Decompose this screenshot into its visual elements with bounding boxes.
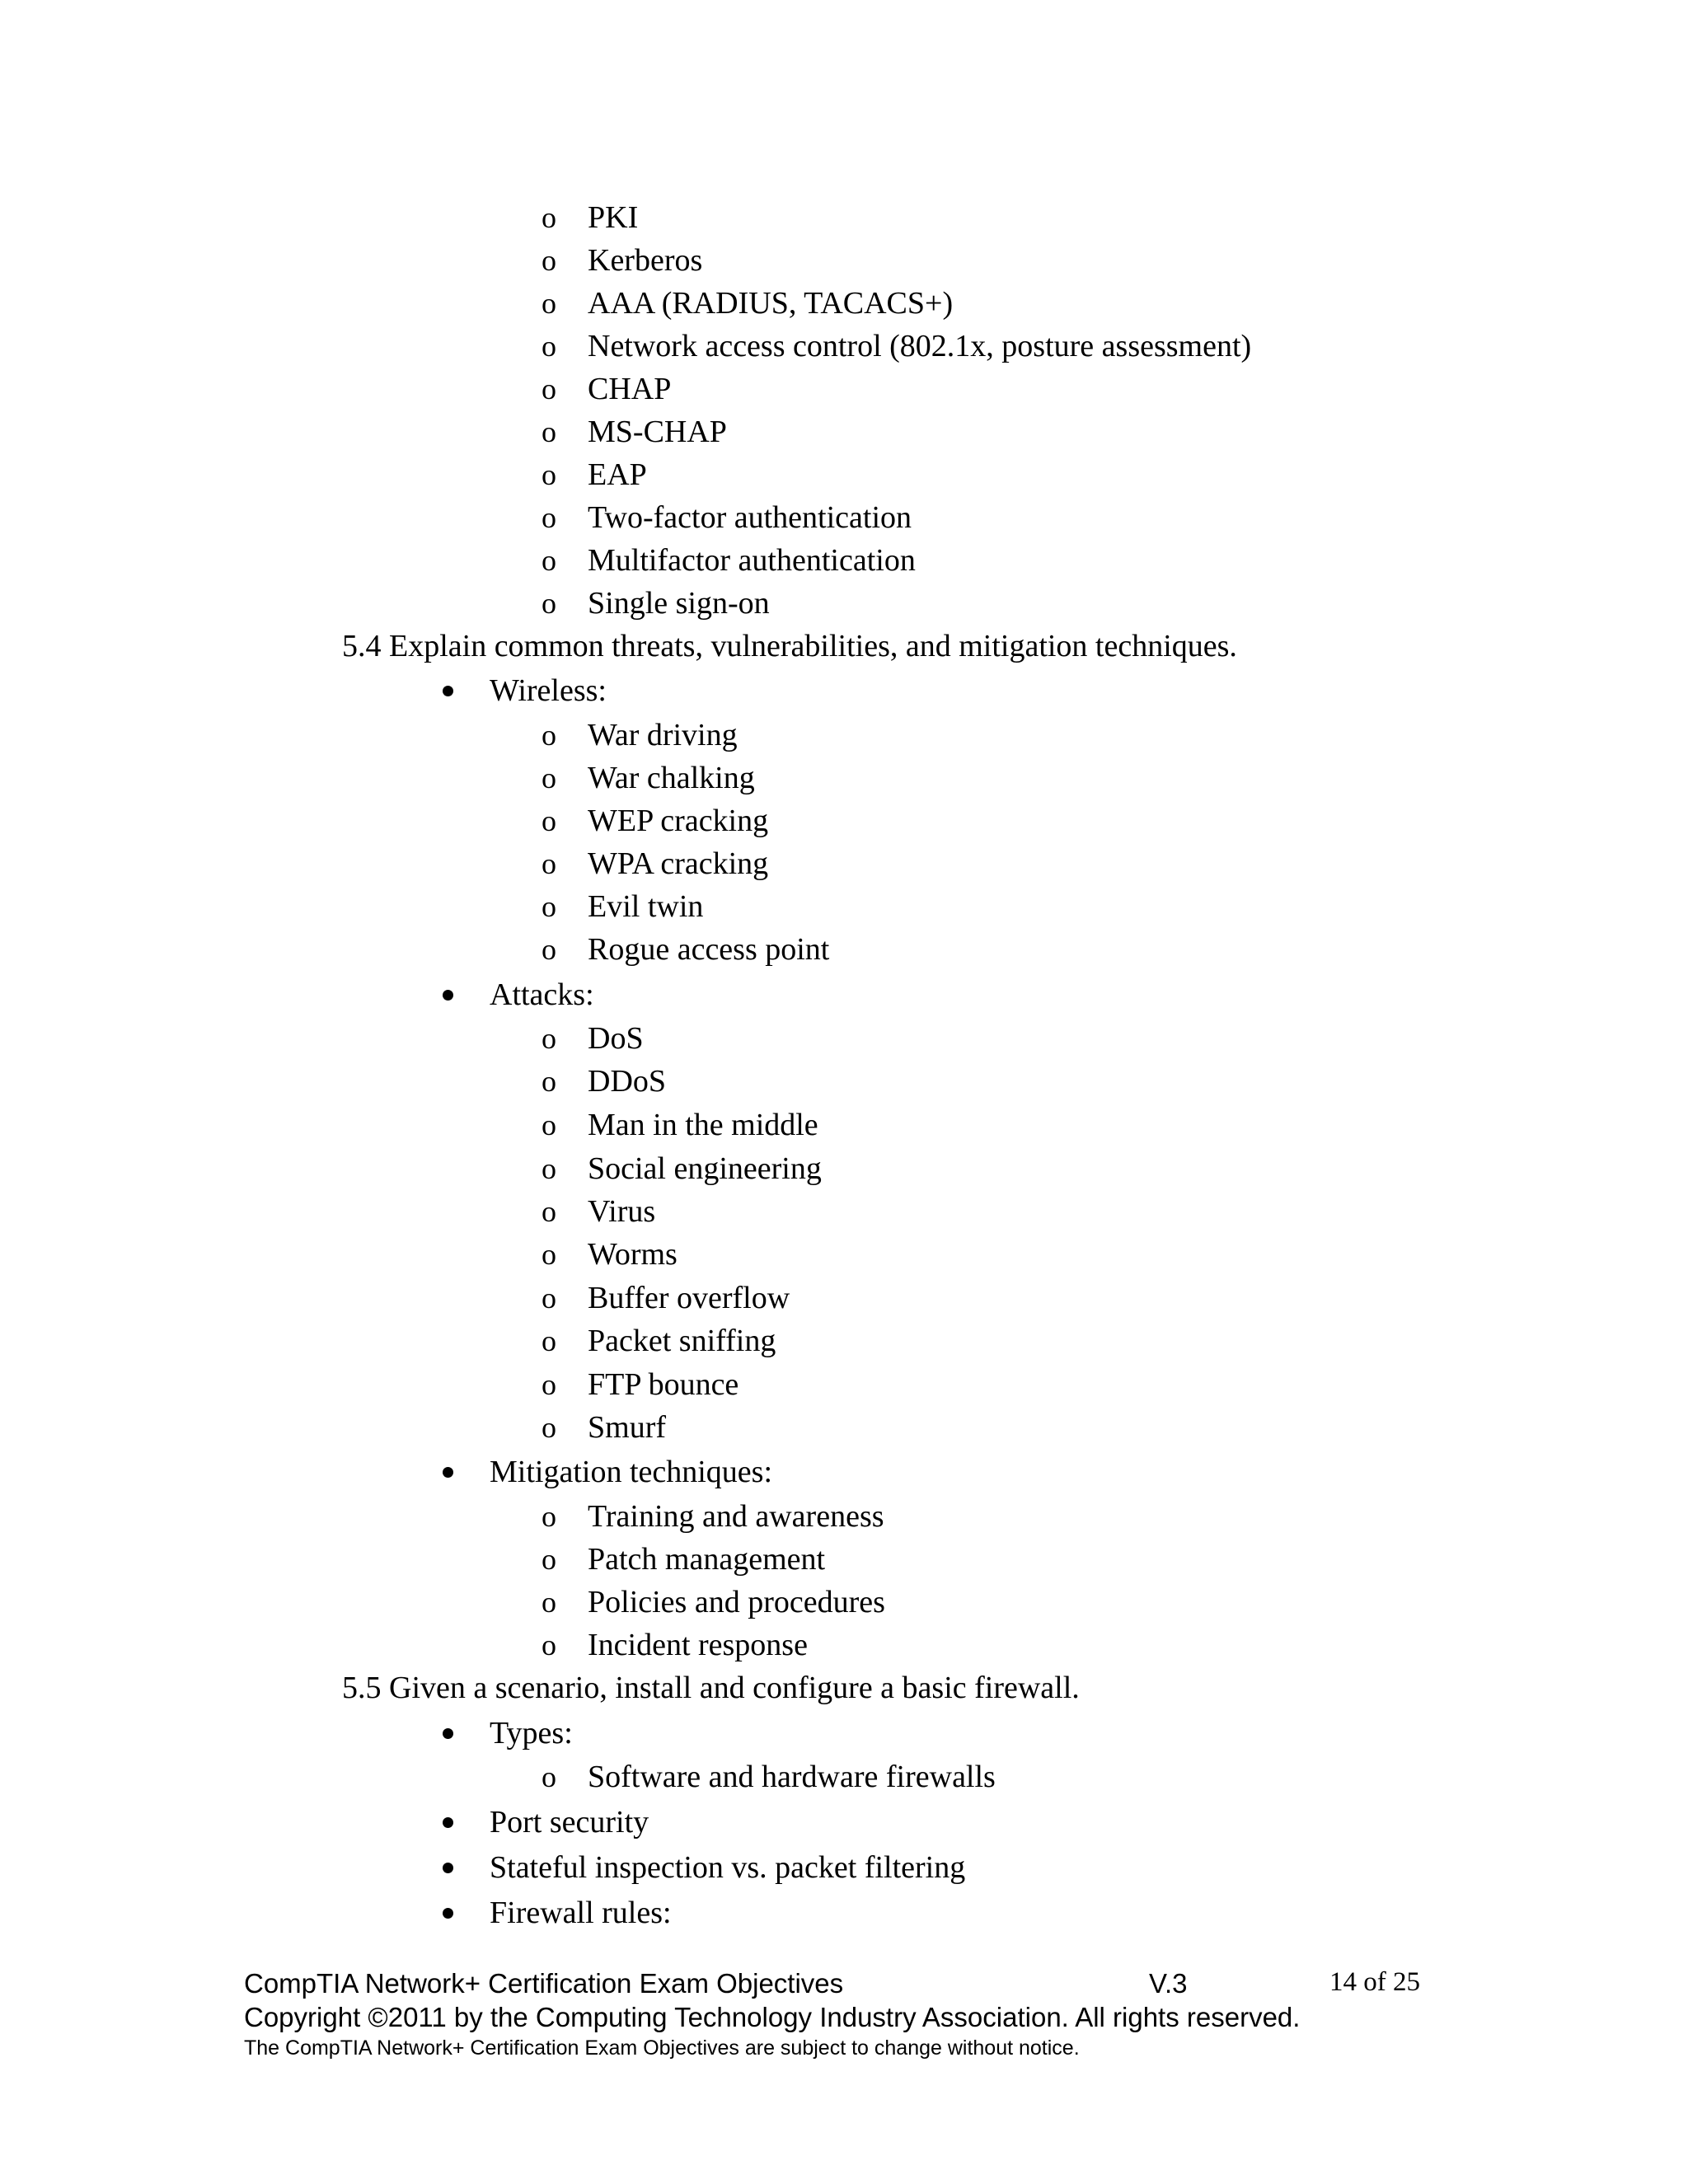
wireless-item: WPA cracking xyxy=(588,846,769,881)
sub-bullet-marker: o xyxy=(542,890,556,923)
footer-notice: The CompTIA Network+ Certification Exam Objectives are subject to change without notice. xyxy=(244,2036,1080,2060)
sub-bullet-marker: o xyxy=(542,287,556,320)
attack-item: FTP bounce xyxy=(588,1367,739,1402)
sub-bullet-marker: o xyxy=(542,1152,556,1185)
sub-bullet-marker: o xyxy=(542,1022,556,1055)
bullet-stateful: Stateful inspection vs. packet filtering xyxy=(490,1850,966,1885)
bullet-firewall-rules: Firewall rules: xyxy=(490,1896,672,1930)
attack-item: Virus xyxy=(588,1194,656,1229)
attack-item: DoS xyxy=(588,1021,644,1056)
bullet-types: Types: xyxy=(490,1716,573,1750)
attack-item: Smurf xyxy=(588,1410,666,1445)
footer-title: CompTIA Network+ Certification Exam Objectives xyxy=(244,1968,844,1999)
mitigation-item: Incident response xyxy=(588,1628,808,1662)
wireless-item: War chalking xyxy=(588,761,755,795)
sub-bullet-marker: o xyxy=(542,762,556,794)
sub-bullet-marker: o xyxy=(542,1500,556,1533)
sub-bullet-marker: o xyxy=(542,804,556,837)
sub-bullet-marker: o xyxy=(542,373,556,405)
sub-bullet-marker: o xyxy=(542,1324,556,1357)
sub-bullet-marker: o xyxy=(542,933,556,966)
sub-bullet-marker: o xyxy=(542,1195,556,1228)
sub-bullet-marker: o xyxy=(542,1108,556,1141)
auth-item-two-factor: Two-factor authentication xyxy=(588,500,912,535)
section-heading-5-5: 5.5 Given a scenario, install and configure a basic firewall. xyxy=(342,1671,1080,1705)
auth-item-sso: Single sign-on xyxy=(588,586,770,621)
auth-item-multifactor: Multifactor authentication xyxy=(588,543,916,578)
sub-bullet-marker: o xyxy=(542,1411,556,1444)
attack-item: Social engineering xyxy=(588,1151,822,1186)
auth-item-ms-chap: MS-CHAP xyxy=(588,415,727,449)
types-item: Software and hardware firewalls xyxy=(588,1760,996,1794)
attack-item: Buffer overflow xyxy=(588,1281,790,1315)
section-heading-5-4: 5.4 Explain common threats, vulnerabilities, and mitigation techniques. xyxy=(342,629,1237,663)
bullet-port-security: Port security xyxy=(490,1805,649,1840)
mitigation-item: Patch management xyxy=(588,1542,826,1577)
sub-bullet-marker: o xyxy=(542,719,556,752)
sub-bullet-marker: o xyxy=(542,501,556,534)
sub-bullet-marker: o xyxy=(542,1065,556,1098)
sub-bullet-marker: o xyxy=(542,1586,556,1619)
attack-item: Man in the middle xyxy=(588,1108,818,1142)
auth-item-nac: Network access control (802.1x, posture assessment) xyxy=(588,329,1252,363)
attack-item: Packet sniffing xyxy=(588,1324,776,1358)
bullet-dot xyxy=(443,1467,453,1478)
sub-bullet-marker: o xyxy=(542,201,556,234)
sub-bullet-marker: o xyxy=(542,1238,556,1271)
sub-bullet-marker: o xyxy=(542,458,556,491)
wireless-item: Rogue access point xyxy=(588,932,830,967)
bullet-dot xyxy=(443,1863,453,1873)
bullet-dot xyxy=(443,1728,453,1739)
bullet-attacks: Attacks: xyxy=(490,977,594,1012)
sub-bullet-marker: o xyxy=(542,587,556,620)
sub-bullet-marker: o xyxy=(542,244,556,277)
sub-bullet-marker: o xyxy=(542,330,556,363)
attack-item: DDoS xyxy=(588,1064,667,1099)
sub-bullet-marker: o xyxy=(542,1760,556,1793)
attack-item: Worms xyxy=(588,1237,678,1272)
bullet-mitigation: Mitigation techniques: xyxy=(490,1455,773,1489)
footer-page-number: 14 of 25 xyxy=(1329,1967,1420,1997)
sub-bullet-marker: o xyxy=(542,544,556,577)
bullet-dot xyxy=(443,1817,453,1828)
sub-bullet-marker: o xyxy=(542,415,556,448)
footer-copyright: Copyright ©2011 by the Computing Technology Industry Association. All rights reserved. xyxy=(244,2002,1301,2032)
wireless-item: Evil twin xyxy=(588,889,704,924)
auth-item-aaa: AAA (RADIUS, TACACS+) xyxy=(588,286,954,321)
bullet-dot xyxy=(443,990,453,1001)
auth-item-kerberos: Kerberos xyxy=(588,243,703,278)
bullet-dot xyxy=(443,1908,453,1919)
mitigation-item: Policies and procedures xyxy=(588,1585,885,1619)
auth-item-pki: PKI xyxy=(588,200,639,235)
wireless-item: War driving xyxy=(588,718,738,752)
sub-bullet-marker: o xyxy=(542,1543,556,1576)
auth-item-eap: EAP xyxy=(588,457,647,492)
auth-item-chap: CHAP xyxy=(588,372,672,406)
footer-version: V.3 xyxy=(1149,1968,1188,1999)
sub-bullet-marker: o xyxy=(542,1282,556,1315)
mitigation-item: Training and awareness xyxy=(588,1499,884,1534)
wireless-item: WEP cracking xyxy=(588,804,769,838)
sub-bullet-marker: o xyxy=(542,847,556,880)
sub-bullet-marker: o xyxy=(542,1629,556,1661)
bullet-wireless: Wireless: xyxy=(490,673,607,708)
sub-bullet-marker: o xyxy=(542,1368,556,1401)
bullet-dot xyxy=(443,686,453,696)
